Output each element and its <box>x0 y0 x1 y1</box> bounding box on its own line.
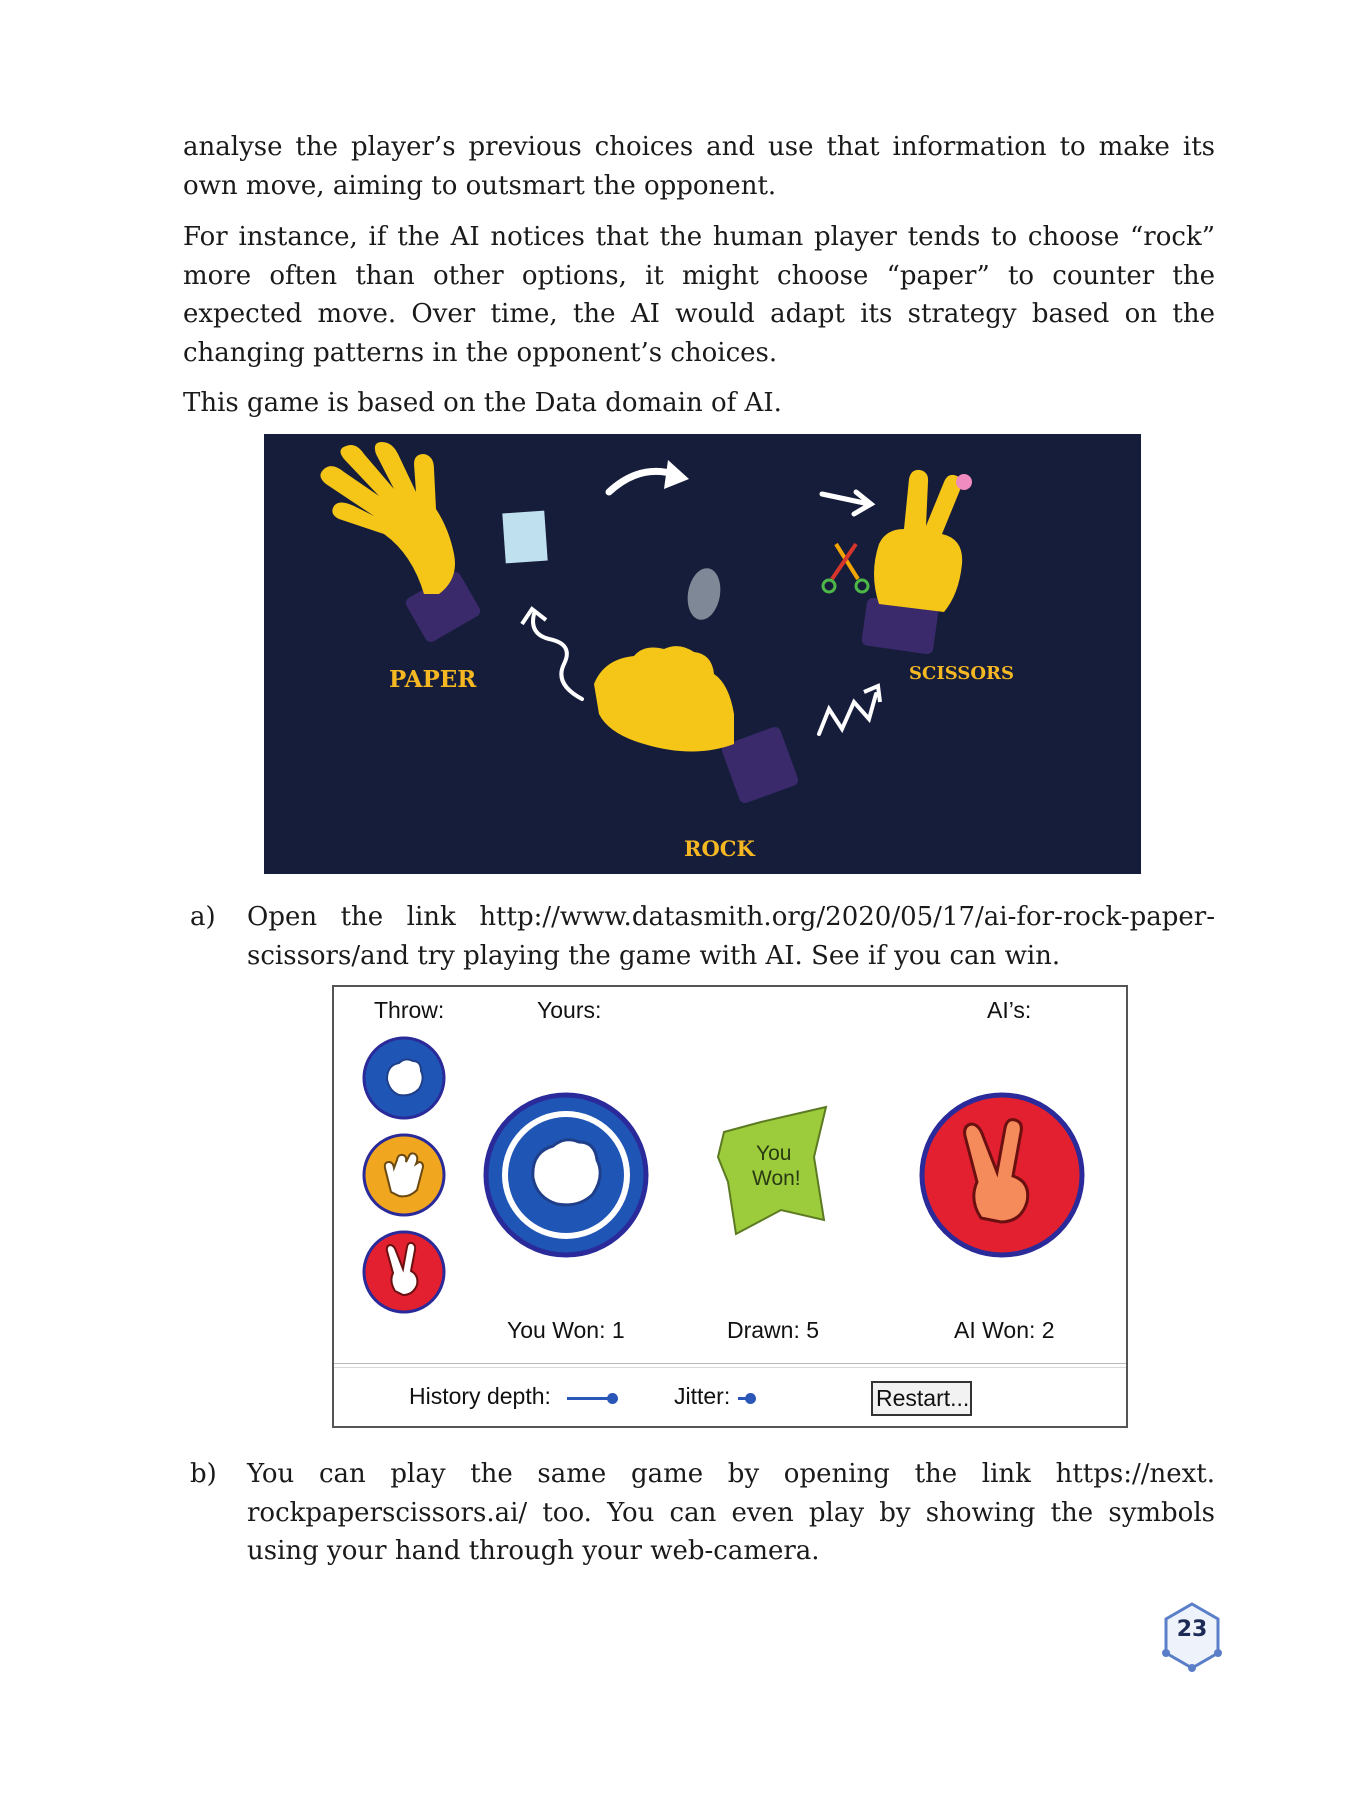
ais-label: AI’s: <box>987 997 1032 1023</box>
paragraph-3: This game is based on the Data domain of AI. <box>183 388 782 418</box>
game-screenshot <box>332 985 1128 1428</box>
history-depth-slider-handle[interactable] <box>607 1393 618 1404</box>
separator-line <box>334 1363 1126 1364</box>
ai-choice-scissors <box>917 1090 1087 1260</box>
jitter-label: Jitter: <box>674 1383 731 1409</box>
your-choice-rock <box>481 1090 651 1260</box>
rock-label: ROCK <box>684 836 755 861</box>
rock-hand-icon <box>594 646 800 805</box>
throw-scissors-button[interactable] <box>361 1229 447 1315</box>
list-text-a: Open the link http://www.datasmith.org/2020/05/17/ai-for-rock-paper-scissors/and try playing the game with AI. See if you can win. <box>247 902 1215 971</box>
arrow-head <box>664 460 689 489</box>
squiggle-arrow-icon <box>533 614 582 699</box>
rock-paper-scissors-illustration <box>264 434 1141 874</box>
history-depth-label: History depth: <box>409 1383 551 1409</box>
paper-sheet-icon <box>502 511 547 564</box>
throw-paper-button[interactable] <box>361 1132 447 1218</box>
throw-label: Throw: <box>374 997 445 1023</box>
drawn-count: Drawn: 5 <box>727 1317 820 1343</box>
list-text-b: You can play the same game by opening the link https://next. rockpaperscissors.ai/ too. You can even play by showing the symbols using your hand through your web-camera. <box>247 1459 1215 1566</box>
scissors-icon <box>823 544 868 592</box>
you-won-count: You Won: 1 <box>507 1317 625 1343</box>
result-text-line1: You <box>756 1142 792 1165</box>
jitter-slider-handle[interactable] <box>745 1393 756 1404</box>
fist-icon <box>387 1059 423 1095</box>
restart-button[interactable]: Restart... <box>871 1381 972 1416</box>
ai-won-count: AI Won: 2 <box>954 1317 1055 1343</box>
stone-icon <box>684 566 725 623</box>
scissors-hand-icon <box>861 470 962 655</box>
history-depth-slider[interactable] <box>567 1397 612 1400</box>
paragraph-2: For instance, if the AI notices that the human player tends to choose “rock” more often than other options, it might choose “paper” to counter the expected move. Over time, the AI would adapt its strategy based on the changing patterns in the opponent’s choices. <box>183 222 1215 368</box>
yours-label: Yours: <box>537 997 602 1023</box>
scissors-label: SCISSORS <box>909 663 1014 684</box>
paper-hand-icon <box>320 442 482 644</box>
separator-line <box>334 1367 1126 1368</box>
paper-label: PAPER <box>389 666 477 693</box>
paragraph-1: analyse the player’s previous choices and use that information to make its own move, aiming to outsmart the opponent. <box>183 132 1215 201</box>
list-marker-a: a) <box>190 902 216 932</box>
page-number: 23 <box>1176 1617 1208 1642</box>
arrow-icon <box>609 471 674 492</box>
flower-icon <box>956 474 972 490</box>
result-text-line2: Won! <box>752 1167 801 1190</box>
fist-icon <box>533 1140 600 1205</box>
list-marker-b: b) <box>190 1459 217 1489</box>
zigzag-arrow-icon <box>819 694 876 734</box>
throw-rock-button[interactable] <box>361 1035 447 1121</box>
